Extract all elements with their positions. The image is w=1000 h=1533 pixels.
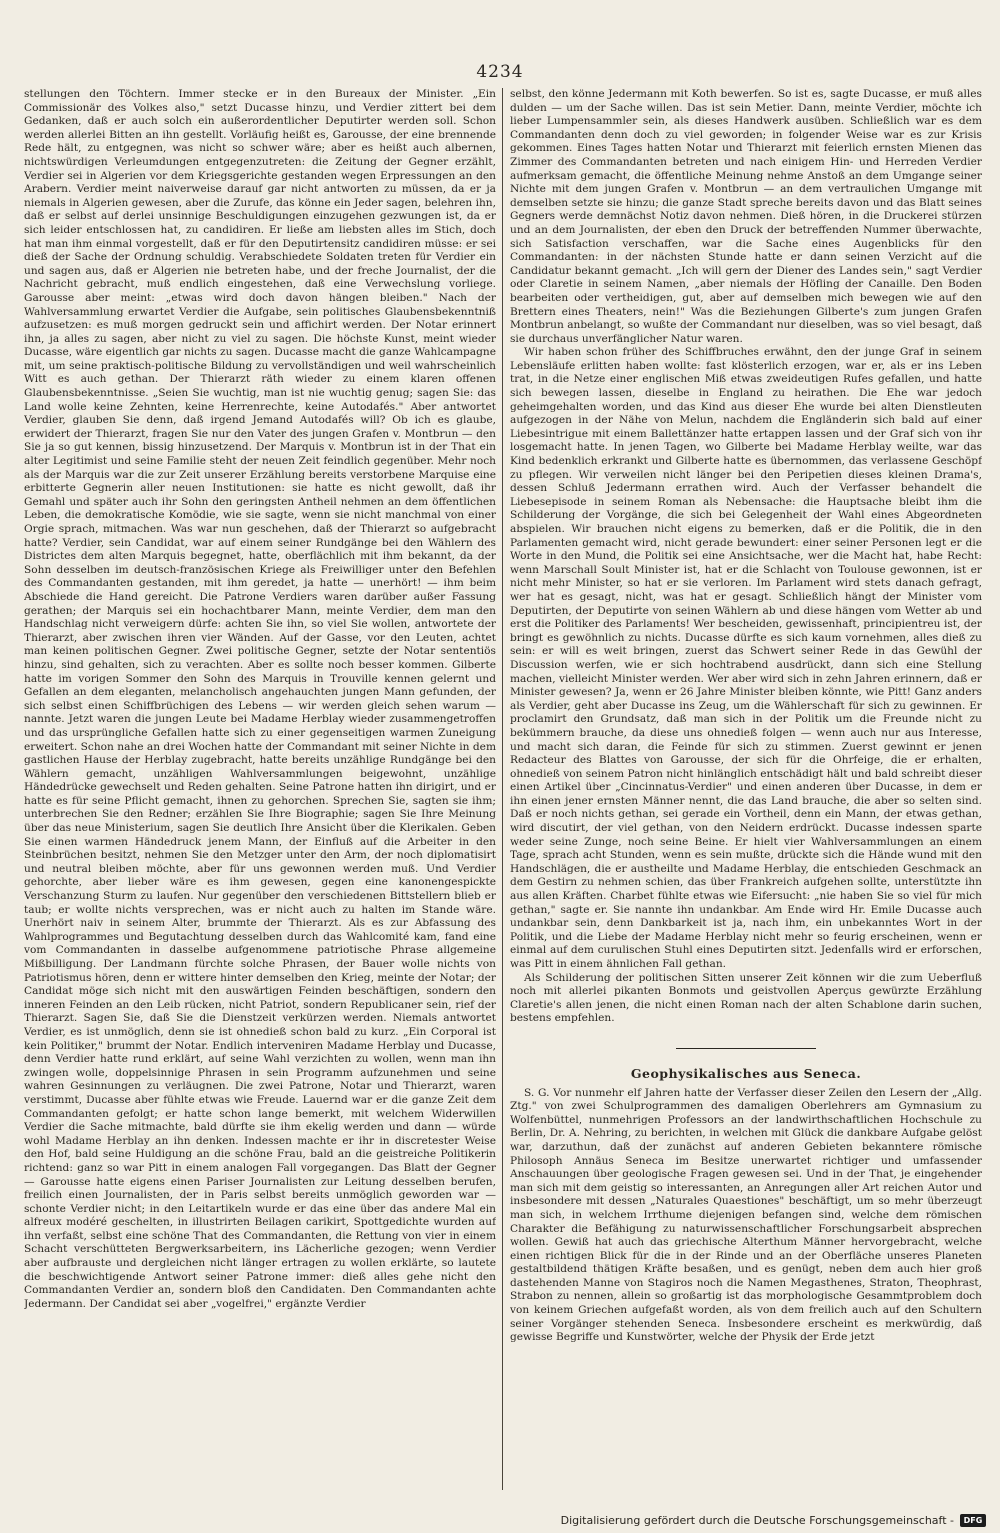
left-column xyxy=(24,88,496,1493)
section-divider xyxy=(676,1048,816,1049)
right-paragraph: selbst, den könne Jedermann mit Koth bewerfen. So ist es, sagte Ducasse, er muß alles dulden — um der Sache willen. Das ist sein Metier. Dann, meinte Verdier, möchte ich lieber Lumpensammler sein, als dieses Handwerk ausüben. Schließlich war es dem Commandanten denn doch zu viel geworden; in folgender Weise war es zur Krisis gekommen. Eines Tages hatten Notar und Thierarzt mit feierlich ernsten Mienen das Zimmer des Commandanten betreten und nach einigem Hin- und Herreden Verdier aufmerksam gemacht, die öffentliche Meinung nehme Anstoß an dem Umgange seiner Nichte mit dem jungen Grafen v. Montbrun — an dem vertraulichen Umgange mit demselben setzte sie hinzu; die ganze Stadt spreche bereits davon und das Blatt seines Gegners werde demnächst Notiz davon nehmen. Dieß hören, in die Druckerei stürzen und an dem Journalisten, der eben den Druck der betreffenden Nummer überwachte, sich Satisfaction verschaffen, war die Sache eines Augenblicks für den Commandanten: in der nächsten Stunde hatte er dann seinen Verzicht auf die Candidatur bekannt gemacht. „Ich will gern der Diener des Landes sein," sagt Verdier oder Claretie in seinem Namen, „aber niemals der Höfling der Canaille. Den Boden bearbeiten oder vertheidigen, gut, aber auf demselben mich bewegen wie auf den Brettern eines Theaters, nein!" Was die Beziehungen Gilberte's zum jungen Grafen Montbrun anbelangt, so wußte der Commandant nur dieselben, was so viel besagt, daß sie durchaus unverfänglicher Natur waren. xyxy=(510,88,982,345)
dfg-logo: DFG xyxy=(960,1514,986,1527)
footer xyxy=(561,1514,986,1527)
column-divider xyxy=(502,88,503,1490)
page-number: 4234 xyxy=(476,62,524,82)
right-paragraph: Als Schilderung der politischen Sitten unserer Zeit können wir die zum Ueberfluß noch mit allerlei pikanten Bonmots und geistvollen Aperçus gewürzte Erzählung Claretie's allen jenen, die nicht einen Roman nach der alten Schablone darin suchen, bestens empfehlen. xyxy=(510,971,982,1025)
right-column xyxy=(510,88,982,1493)
footer-text: Digitalisierung gefördert durch die Deutsche Forschungsgemeinschaft - xyxy=(560,1514,954,1527)
section-paragraph: S. G. Vor nunmehr elf Jahren hatte der Verfasser dieser Zeilen den Lesern der „Allg. Ztg." von zwei Schulprogrammen des damaligen Oberlehrers am Gymnasium zu Wolfenbüttel, nunmehrigen Professors an der landwirthschaftlichen Hochschule zu Berlin, Dr. A. Nehring, zu berichten, in welchen mit Glück die dankbare Aufgabe gelöst war, darzuthun, daß der zunächst auf anderen Gebieten bekanntere römische Philosoph Annäus Seneca im Besitze unerwartet richtiger und umfassender Anschauungen über geologische Fragen gewesen sei. Und in der That, je eingehender man sich mit dem geistig so interessanten, an Anregungen aller Art reichen Autor und insbesondere mit dessen „Naturales Quaestiones" beschäftigt, um so mehr überzeugt man sich, in welchem Irrthume diejenigen befangen sind, welche dem römischen Charakter die Befähigung zu naturwissenschaftlicher Forschungsarbeit absprechen wollen. Gewiß hat auch das griechische Alterthum Männer hervorgebracht, welche einen richtigen Blick für die in der Rinde und an der Oberfläche unseres Planeten gestaltbildend thätigen Kräfte besaßen, und es genügt, neben dem auch hier groß dastehenden Manne von Stagiros noch die Namen Megasthenes, Straton, Theophrast, Strabon zu nennen, allein so großartig ist das morphologische Gesammtproblem doch von keinem Griechen aufgefaßt worden, als von dem freilich auch auf den Schultern seiner Vorgänger stehenden Seneca. Insbesondere erscheint es merkwürdig, daß gewisse Begriffe und Kunstwörter, welche der Physik der Erde jetzt xyxy=(510,1086,982,1344)
left-paragraph: stellungen den Töchtern. Immer stecke er in den Bureaux der Minister. „Ein Commissionär des Volkes also," setzt Ducasse hinzu, und Verdier zittert bei dem Gedanken, daß er auch solch ein außerordentlicher Deputirter werden soll. Schon werden allerlei Bitten an ihn gestellt. Vorläufig heißt es, Garousse, der eine brennende Rede hält, zu entgegnen, was nicht so schwer wäre; aber es heißt auch albernen, nichtswürdigen Verleumdungen entgegenzutreten: die Zeitung der Gegner erzählt, Verdier sei in Algerien vor dem Kriegsgerichte gestanden wegen Erpressungen an den Arabern. Verdier meint naiverweise darauf gar nicht antworten zu müssen, da er ja niemals in Algerien gewesen, aber die Zurufe, das könne ein Jeder sagen, belehren ihn, daß er selbst auf derlei unsinnige Beschuldigungen einzugehen gezwungen ist, da er sich leider entschlossen hat, zu candidiren. Er ließe am liebsten alles im Stich, doch hat man ihm einmal vorgestellt, daß er für den Deputirtensitz candidiren müsse: er sei dieß der Sache der Ordnung schuldig. Verabschiedete Soldaten treten für Verdier ein und sagen aus, daß er Algerien nie betreten habe, und der freche Journalist, der die Nachricht gebracht, muß endlich eingestehen, daß eine Verwechslung vorliege. Garousse aber meint: „etwas wird doch davon hängen bleiben." Nach der Wahlversammlung erwartet Verdier die Aufgabe, sein politisches Glaubensbekenntniß aufzusetzen: es muß morgen gedruckt sein und affichirt werden. Der Notar erinnert ihn, ja alles zu sagen, aber nicht zu viel zu sagen. Die höchste Kunst, meint wieder Ducasse, wäre eigentlich gar nichts zu sagen. Ducasse macht die ganze Wahlcampagne mit, um seine praktisch-politische Bildung zu vervollständigen und weil wahrscheinlich Witt es auch gethan. Der Thierarzt räth wieder zu einem klaren offenen Glaubensbekenntnisse. „Seien Sie wuchtig, man ist nie wuchtig genug; sagen Sie: das Land wolle keine Zehnten, keine Herrenrechte, keine Autodafés." Aber antwortet Verdier, glauben Sie denn, daß irgend Jemand Autodafés will? Ob ich es glaube, erwidert der Thierarzt, fragen Sie nur den Vater des jungen Grafen v. Montbrun — den Sie ja so gut kennen, bissig hinzusetzend. Der Marquis v. Montbrun ist in der That ein alter Legitimist und seine Familie steht der neuen Zeit feindlich gegenüber. Mehr noch als der Marquis war die zur Zeit unserer Erzählung bereits verstorbene Marquise eine erbitterte Gegnerin aller neuen Institutionen: sie hatte es nicht gewollt, daß ihr Gemahl und später auch ihr Sohn den geringsten Antheil nehmen an dem öffentlichen Leben, die demokratische Komödie, wie sie sagte, wenn sie nicht manchmal von einer Orgie sprach, mitmachen. Was war nun geschehen, daß der Thierarzt so aufgebracht hatte? Verdier, sein Candidat, war auf einem seiner Rundgänge bei den Wählern des Districtes dem alten Marquis begegnet, hatte, oberflächlich mit ihm bekannt, da der Sohn desselben im deutsch-französischen Kriege als Freiwilliger unter den Befehlen des Commandanten gestanden, mit ihm geredet, ja hatte — unerhört! — ihm beim Abschiede die Hand gereicht. Die Patrone Verdiers waren darüber außer Fassung gerathen; der Marquis sei ein hochachtbarer Mann, meinte Verdier, dem man den Handschlag nicht verweigern dürfe: achten Sie ihn, so viel Sie wollen, antwortete der Thierarzt, aber zwischen ihren vier Wänden. Auf der Gasse, vor den Leuten, achtet man keinen politischen Gegner. Zwei politische Gegner, setzte der Notar sententiös hinzu, sind gehalten, sich zu verachten. Aber es sollte noch besser kommen. Gilberte hatte im vorigen Sommer den Sohn des Marquis in Trouville kennen gelernt und Gefallen an dem eleganten, melancholisch angehauchten jungen Mann gefunden, der sich selbst einen Schiffbrüchigen des Lebens — wir werden gleich sehen warum — nannte. Jetzt waren die jungen Leute bei Madame Herblay wieder zusammengetroffen und das ursprüngliche Gefallen hatte sich zu einer gegenseitigen warmen Zuneigung erweitert. Schon nahe an drei Wochen hatte der Commandant mit seiner Nichte in dem gastlichen Hause der Herblay zugebracht, hatte bereits unzählige Rundgänge bei den Wählern gemacht, unzähligen Wahlversammlungen beigewohnt, unzählige Händedrücke gewechselt und Reden gehalten. Seine Patrone hatten ihn dirigirt, und er hatte es für seine Pflicht gemacht, ihnen zu gehorchen. Sprechen Sie, sagten sie ihm; unterbrechen Sie den Redner; erzählen Sie Ihre Biographie; sagen Sie Ihre Meinung über das neue Ministerium, sagen Sie deutlich Ihre Ansicht über die Klerikalen. Geben Sie einen warmen Händedruck jenem Mann, der Einfluß auf die Arbeiter in den Steinbrüchen besitzt, nehmen Sie den Metzger unter den Arm, der noch diplomatisirt und neutral bleiben möchte, aber für uns gewonnen werden muß. Und Verdier gehorchte, aber lieber wäre es ihm gewesen, gegen eine kanonengespickte Verschanzung Sturm zu laufen. Nur gegenüber den verschiedenen Bittstellern blieb er taub; er wollte nichts versprechen, was er nicht auch zu halten im Stande wäre. Unerhört naiv in seinem Alter, brummte der Thierarzt. Als es zur Abfassung des Wahlprogrammes und Begutachtung desselben durch das Wahlcomité kam, fand eine vom Commandanten in dasselbe aufgenommene patriotische Phrase allgemeine Mißbilligung. Der Landmann fürchte solche Phrasen, der Bauer wolle nichts von Patriotismus hören, denn er wittere hinter demselben den Krieg, meinte der Notar; der Candidat möge sich nicht mit den auswärtigen Feinden beschäftigen, sondern den inneren Feinden an den Leib rücken, nicht Patriot, sondern Republicaner sein, rief der Thierarzt. Sagen Sie, daß Sie die Dienstzeit verkürzen werden. Niemals antwortet Verdier, es ist unmöglich, denn sie ist ohnedieß schon bald zu kurz. „Ein Corporal ist kein Politiker," brummt der Notar. Endlich interveniren Madame Herblay und Ducasse, denn Verdier hatte rund erklärt, auf seine Wahl verzichten zu wollen, wenn man ihn zwingen wolle, doppelsinnige Phrasen in sein Programm aufzunehmen und seine wahren Gesinnungen zu verläugnen. Die zwei Patrone, Notar und Thierarzt, waren verstimmt, Ducasse aber fühlte etwas wie Freude. Lauernd war er die ganze Zeit dem Commandanten gefolgt; er hatte schon lange bemerkt, mit welchem Widerwillen Verdier die Sache mitmachte, bald dürfte sie ihm ekelig werden und dann — würde wohl Madame Herblay an ihn denken. Indessen machte er ihr in discretester Weise den Hof, bald seine Huldigung an die schöne Frau, bald an die geistreiche Politikerin richtend: ganz so war Pitt in einem analogen Fall vorgegangen. Das Blatt der Gegner — Garousse hatte eigens einen Pariser Journalisten zur Leitung desselben berufen, freilich einen Journalisten, der in Paris selbst bereits unmöglich geworden war — schonte Verdier nicht; in den Leitartikeln wurde er das eine über das andere Mal ein alfreux modéré geschelten, in illustrirten Beilagen carikirt, Spottgedichte wurden auf ihn verfaßt, selbst eine schöne That des Commandanten, die Rettung von vier in einem Schacht verschütteten Bergwerksarbeitern, ins Lächerliche gezogen; wenn Verdier aber aufbrauste und dergleichen nicht länger ertragen zu wollen erklärte, so lautete die beschwichtigende Antwort seiner Patrone immer: dieß alles gehe nicht den Commandanten Verdier an, sondern bloß den Candidaten. Den Commandanten achte Jedermann. Der Candidat sei aber „vogelfrei," ergänzte Verdier xyxy=(24,88,496,1310)
section-title: Geophysikalisches aus Seneca. xyxy=(630,1065,862,1081)
right-paragraph: Wir haben schon früher des Schiffbruches erwähnt, den der junge Graf in seinem Lebensläufe erlitten haben wollte: fast klösterlich erzogen, war er, als er ins Leben trat, in die Netze einer englischen Miß etwas zweideutigen Rufes gefallen, und hatte sich bewegen lassen, dieselbe in England zu heirathen. Die Ehe war jedoch geheimgehalten worden, und das Kind aus dieser Ehe wurde bei alten Dienstleuten aufgezogen in der Nähe von Melun, nachdem die Engländerin sich bald auf einer Liebesintrigue mit einem Ballettänzer hatte ertappen lassen und der Graf sich von ihr losgemacht hatte. In jenen Tagen, wo Gilberte bei Madame Herblay weilte, war das Kind bedenklich erkrankt und Gilberte hatte es übernommen, das verlassene Geschöpf zu pflegen. Wir verweilen nicht länger bei den Peripetien dieses kleinen Drama's, dessen Schluß Jedermann errathen wird. Auch der Verfasser behandelt die Liebesepisode in seinem Roman als Nebensache: die Hauptsache bleibt ihm die Schilderung der Vorgänge, die sich bei Gelegenheit der Wahl eines Abgeordneten abspielen. Wir brauchen nicht eigens zu bemerken, daß er die Politik, die in den Parlamenten gemacht wird, nicht gerade bewundert: einer seiner Personen legt er die Worte in den Mund, die Politik sei eine Ansichtsache, wer die Macht hat, habe Recht: wenn Marschall Soult Minister ist, hat er die Schlacht von Toulouse gewonnen, ist er nicht mehr Minister, so hat er sie verloren. Im Parlament wird stets danach gefragt, wer hat es gesagt, nicht, was hat er gesagt. Schließlich hängt der Minister vom Deputirten, der Deputirte von seinen Wählern ab und diese hängen vom Wetter ab und erst die Politiker des Parlaments! Wer bescheiden, gewissenhaft, principientreu ist, der bringt es gewöhnlich zu nichts. Ducasse dürfte es sich kaum vornehmen, alles dieß zu sein: er will es weit bringen, zuerst das Schwert seiner Rede in das Gewühl der Discussion werfen, wie er sich hochtrabend ausdrückt, dann sich eine Stellung machen, vielleicht Minister werden. Wer aber wird sich in zehn Jahren erinnern, daß er Minister gewesen? Ja, wenn er 26 Jahre Minister bleiben könnte, wie Pitt! Ganz anders als Verdier, geht aber Ducasse ins Zeug, um die Wählerschaft für sich zu gewinnen. Er proclamirt den Grundsatz, daß man sich in der Politik um die Freunde nicht zu bekümmern brauche, da diese uns ohnedieß folgen — wenn auch nur aus Interesse, und macht sich daran, die Feinde für sich zu stimmen. Zuerst gewinnt er jenen Redacteur des Blattes von Garousse, der sich für die Ohrfeige, die er erhalten, ohnedieß von seinem Patron nicht hinlänglich entschädigt hält und bald schreibt dieser einen Artikel über „Cincinnatus-Verdier" und einen anderen über Ducasse, in dem er ihn einen jener ernsten Männer nennt, die das Land brauche, die aber so selten sind. Daß er noch nichts gethan, sei gerade ein Vortheil, denn ein Mann, der etwas gethan, wird discutirt, der viel gethan, von den Neidern erdrückt. Ducasse indessen sparte weder seine Zunge, noch seine Beine. Er hielt vier Wahlversammlungen an einem Tage, sprach acht Stunden, wenn es sein mußte, drückte sich die Hände wund mit den Handschlägen, die er austheilte und Madame Herblay, die entschieden Geschmack an dem Gestirn zu nehmen schien, das über Frankreich aufgehen sollte, unterstützte ihn aus allen Kräften. Charbet fühlte etwas wie Eifersucht: „nie haben Sie so viel für mich gethan," sagte er. Sie nannte ihn undankbar. Am Ende wird Hr. Emile Ducasse auch undankbar sein, denn Dankbarkeit ist ja, nach ihm, ein unbekanntes Wort in der Politik, und die Liebe der Madame Herblay nicht mehr so feurig erscheinen, wenn er einmal auf dem curulischen Stuhl eines Deputirten sitzt. Jedenfalls wird er erforschen, was Pitt in einem ähnlichen Fall gethan. xyxy=(510,346,982,970)
